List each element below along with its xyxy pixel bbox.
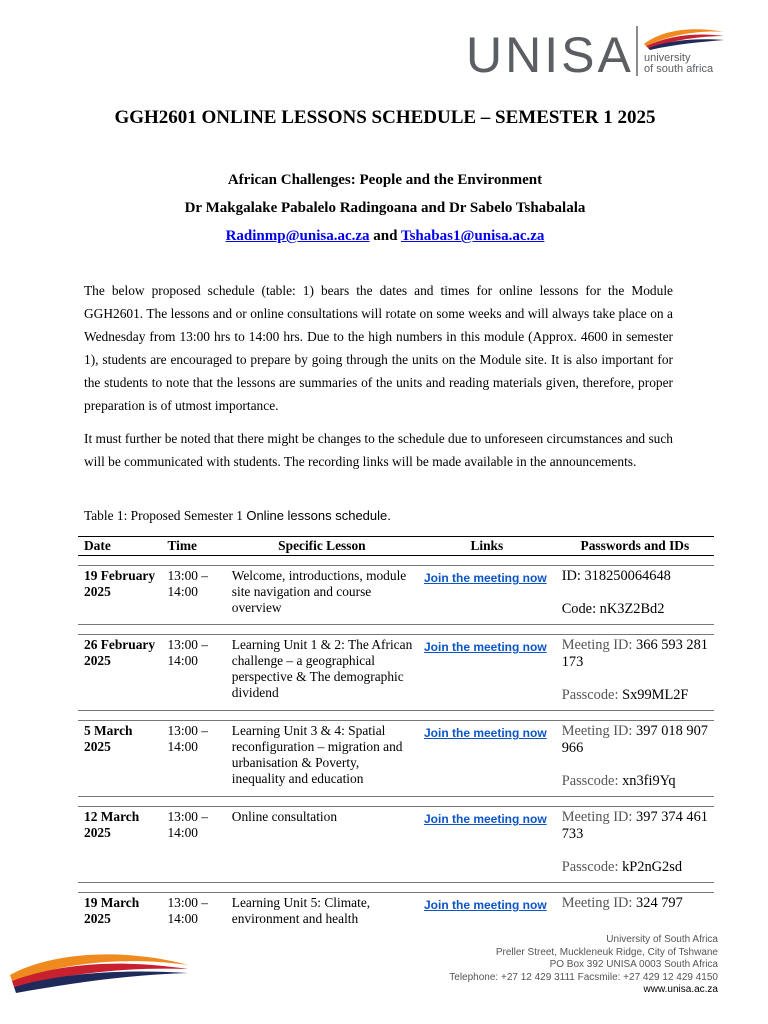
row-lesson: Learning Unit 5: Climate, environment and health xyxy=(231,895,371,926)
caption-suffix: Online lessons schedule. xyxy=(246,508,391,523)
row-spacer xyxy=(78,711,714,721)
schedule-table xyxy=(78,536,714,933)
row-spacer xyxy=(78,625,714,635)
intro-paragraph: The below proposed schedule (table: 1) bears the dates and times for online lessons for the Module GGH2601. The lessons and or online consultations will rotate on some weeks and will always take place on a Wednesday from 13:00 hrs to 14:00 hrs. Due to the high numbers in this module (Approx. 4600 in semester 1), students are encouraged to prepare by going through the units on the Module site. It is also important for the students to note that the lessons are summaries of the units and reading materials given, therefore, proper preparation is of utmost importance. xyxy=(84,283,673,413)
email-link-tshabalala[interactable]: Tshabas1@unisa.ac.za xyxy=(400,228,545,244)
id-label: ID: xyxy=(561,568,581,584)
email-link-radingoana[interactable]: Radinmp@unisa.ac.za xyxy=(225,228,370,244)
id-value: 397 018 907 966 xyxy=(561,723,708,756)
footer-address xyxy=(449,934,718,997)
row-date: 19 March 2025 xyxy=(84,895,140,926)
row-date: 5 March 2025 xyxy=(78,721,161,797)
logo-swoosh-icon xyxy=(642,24,726,52)
footer-line3: PO Box 392 UNISA 0003 South Africa xyxy=(549,959,718,970)
unisa-logo xyxy=(466,22,728,83)
id-value: 324 797 xyxy=(636,895,683,911)
footer-line4: Telephone: +27 12 429 3111 Facsmile: +27 429 12 429 4150 xyxy=(449,971,718,983)
row-lesson: Online consultation xyxy=(226,807,418,883)
table-row xyxy=(78,807,714,883)
module-name: African Challenges: People and the Environment xyxy=(227,172,543,188)
header-links: Links xyxy=(418,537,556,556)
contact-emails xyxy=(84,226,686,246)
id-label: Meeting ID: xyxy=(561,809,633,825)
row-date: 12 March 2025 xyxy=(78,807,161,883)
row-time: 13:00 – 14:00 xyxy=(161,721,225,797)
footer-swoosh-icon xyxy=(10,945,190,995)
row-lesson: Learning Unit 1 & 2: The African challenge – a geographical perspective & The demographic dividend xyxy=(226,635,418,711)
row-link-cell xyxy=(418,721,556,797)
pass-value: kP2nG2sd xyxy=(622,859,683,875)
row-spacer xyxy=(78,797,714,807)
pass-value: xn3fi9Yq xyxy=(622,773,676,789)
footer-line2: Preller Street, Muckleneuk Ridge, City of Tshwane xyxy=(495,946,718,958)
header-date: Date xyxy=(78,537,161,556)
logo-separator xyxy=(636,26,638,76)
row-lesson: Learning Unit 3 & 4: Spatial reconfiguration – migration and urbanisation & Poverty, inequality and education xyxy=(226,721,418,797)
changes-paragraph: It must further be noted that there might be changes to the schedule due to unforeseen circumstances and such will be communicated with students. The recording links will be made available in the announcements. xyxy=(84,431,673,469)
row-date: 19 February 2025 xyxy=(78,566,161,625)
join-meeting-link[interactable]: Join the meeting now xyxy=(423,812,547,826)
pass-label: Passcode: xyxy=(561,859,619,875)
header-time: Time xyxy=(161,537,225,556)
footer-website[interactable]: www.unisa.ac.za xyxy=(643,984,718,995)
row-spacer xyxy=(78,883,714,893)
join-meeting-link[interactable]: Join the meeting now xyxy=(423,640,547,654)
row-credentials xyxy=(556,721,714,797)
id-label: Meeting ID: xyxy=(561,723,633,739)
table-row xyxy=(78,566,714,625)
row-link-cell xyxy=(418,635,556,711)
join-meeting-link[interactable]: Join the meeting now xyxy=(423,726,547,740)
logo-sub-line1: university xyxy=(644,52,691,64)
table-header-row xyxy=(78,537,714,556)
row-link-cell xyxy=(418,807,556,883)
row-time: 13:00 – 14:00 xyxy=(161,566,225,625)
id-value: 318250064648 xyxy=(584,568,671,584)
row-date: 26 February 2025 xyxy=(78,635,161,711)
logo-wordmark: UNISA xyxy=(466,27,634,83)
pass-label: Passcode: xyxy=(561,687,619,703)
row-time: 13:00 – 14:00 xyxy=(167,895,208,926)
pass-value: Sx99ML2F xyxy=(622,687,689,703)
row-credentials xyxy=(556,566,714,625)
row-spacer xyxy=(78,556,714,566)
id-value: 397 374 461 733 xyxy=(561,809,708,842)
row-time: 13:00 – 14:00 xyxy=(161,807,225,883)
id-value: 366 593 281 173 xyxy=(561,637,708,670)
lecturers: Dr Makgalake Pabalelo Radingoana and Dr Sabelo Tshabalala xyxy=(184,200,586,216)
email-joiner: and xyxy=(373,228,398,244)
row-credentials xyxy=(556,635,714,711)
table-row xyxy=(78,635,714,711)
pass-label: Code: xyxy=(561,601,597,617)
table-row xyxy=(78,721,714,797)
page-title: GGH2601 ONLINE LESSONS SCHEDULE – SEMESTER 1 2025 xyxy=(114,107,656,128)
pass-value: nK3Z2Bd2 xyxy=(599,601,665,617)
header-lesson: Specific Lesson xyxy=(226,537,418,556)
join-meeting-link[interactable]: Join the meeting now xyxy=(423,898,547,912)
pass-label: Passcode: xyxy=(561,773,619,789)
row-link-cell xyxy=(418,893,556,934)
row-link-cell xyxy=(418,566,556,625)
join-meeting-link[interactable]: Join the meeting now xyxy=(423,571,547,585)
row-time: 13:00 – 14:00 xyxy=(161,635,225,711)
footer-line1: University of South Africa xyxy=(606,934,718,945)
row-credentials xyxy=(556,893,714,934)
header-passwords: Passwords and IDs xyxy=(556,537,714,556)
table-row xyxy=(78,893,714,934)
logo-sub-line2: of south africa xyxy=(644,63,714,75)
table-caption xyxy=(84,506,391,526)
caption-prefix: Table 1: Proposed Semester 1 xyxy=(84,508,243,523)
id-label: Meeting ID: xyxy=(561,895,633,911)
row-lesson: Welcome, introductions, module site navigation and course overview xyxy=(226,566,418,625)
row-credentials xyxy=(556,807,714,883)
id-label: Meeting ID: xyxy=(561,637,633,653)
